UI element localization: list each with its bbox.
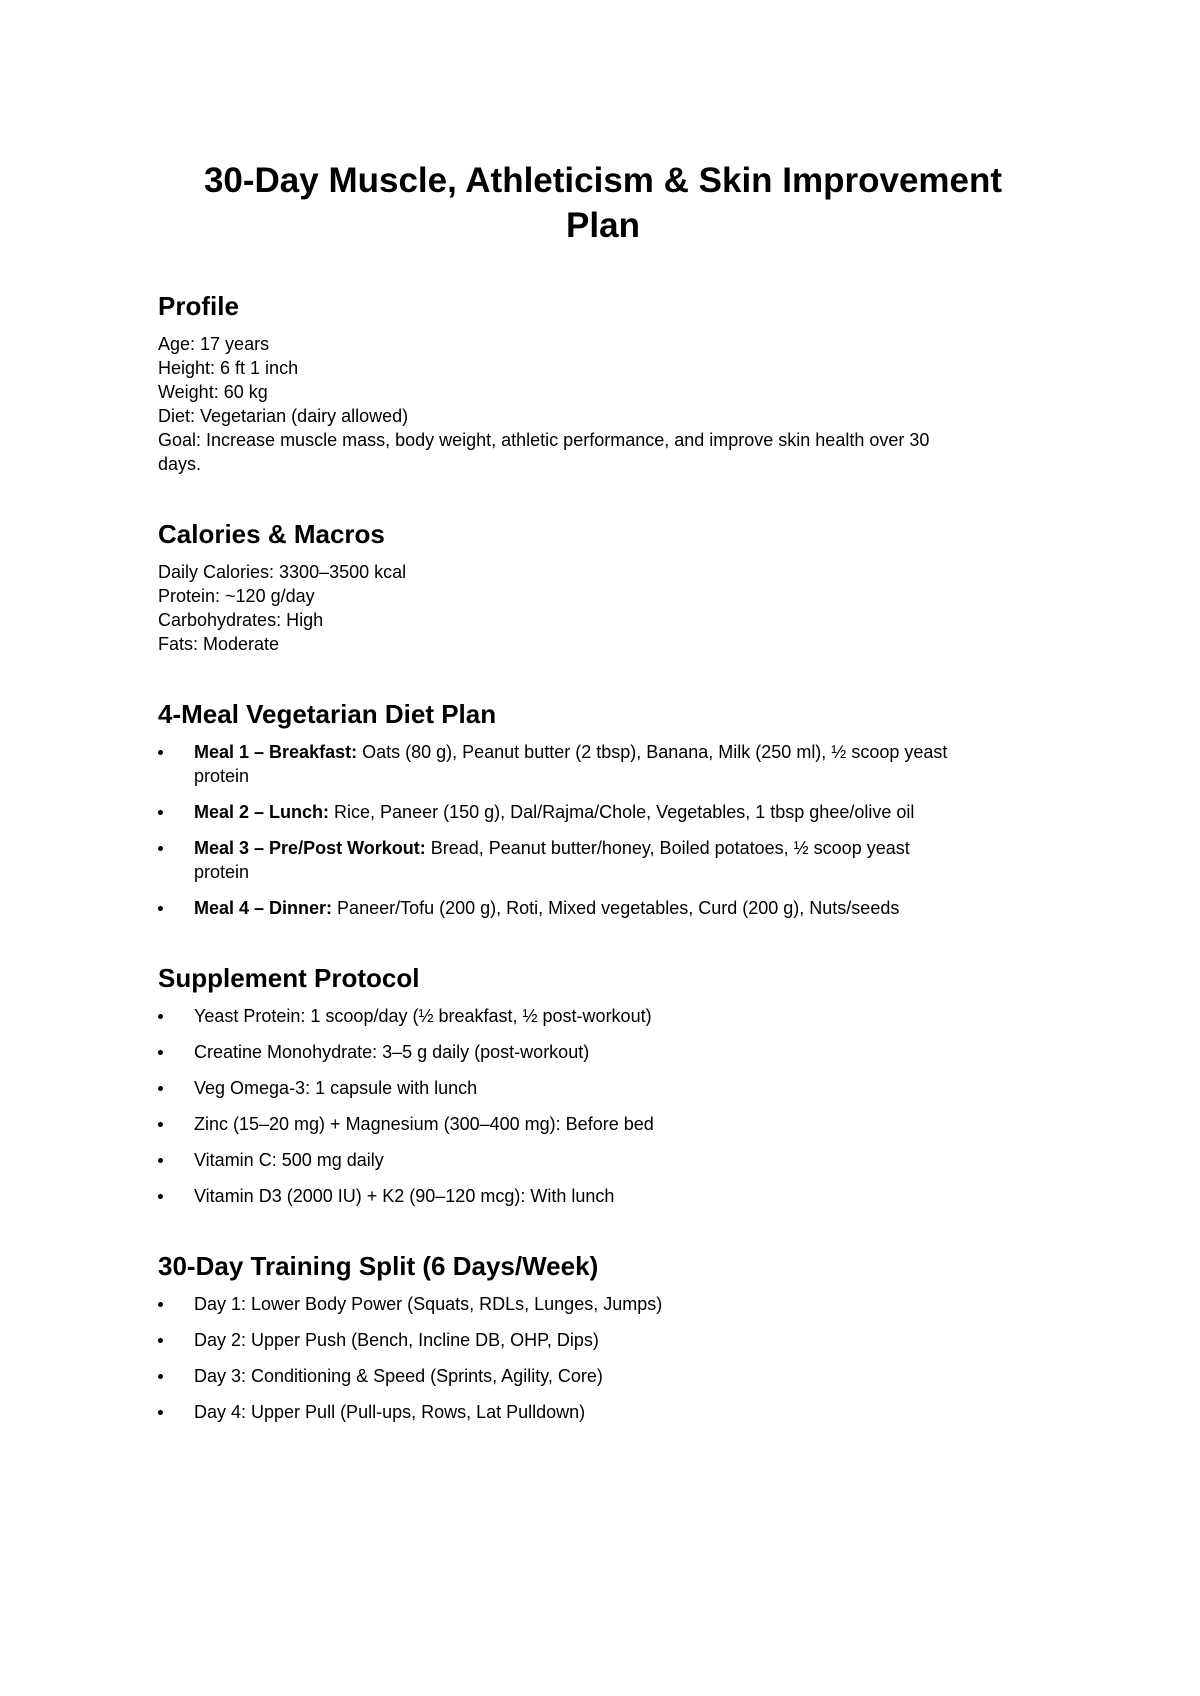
bullet-icon <box>158 906 163 911</box>
calories-carbs: Carbohydrates: High <box>158 610 324 630</box>
supplement-text: Zinc (15–20 mg) + Magnesium (300–400 mg): Before bed <box>194 1114 654 1134</box>
list-item <box>158 1184 1058 1208</box>
meal-text: Oats (80 g), Peanut butter (2 tbsp), Banana, Milk (250 ml), ½ scoop yeast <box>357 742 948 762</box>
supplement-text: Vitamin C: 500 mg daily <box>194 1150 384 1170</box>
list-item <box>158 1400 1058 1424</box>
bullet-icon <box>158 1050 163 1055</box>
supplement-text: Creatine Monohydrate: 3–5 g daily (post-workout) <box>194 1042 590 1062</box>
list-item <box>158 1040 1058 1064</box>
meal-label: Meal 2 – Lunch: <box>194 802 330 822</box>
bullet-icon <box>158 1302 163 1307</box>
profile-heading: Profile <box>158 291 239 321</box>
profile-age: Age: 17 years <box>158 334 270 354</box>
calories-heading: Calories & Macros <box>158 519 385 549</box>
training-heading: 30-Day Training Split (6 Days/Week) <box>158 1251 599 1281</box>
document-title <box>153 158 1053 248</box>
training-day-text: Day 2: Upper Push (Bench, Incline DB, OHP, Dips) <box>194 1330 599 1350</box>
bullet-icon <box>158 810 163 815</box>
training-list <box>158 1292 1058 1424</box>
list-item <box>158 1004 1058 1028</box>
meal-text-continued: protein <box>194 862 250 882</box>
profile-height: Height: 6 ft 1 inch <box>158 358 299 378</box>
list-item <box>158 1076 1058 1100</box>
meal-text: Rice, Paneer (150 g), Dal/Rajma/Chole, Vegetables, 1 tbsp ghee/olive oil <box>329 802 915 822</box>
diet-list <box>158 740 1058 920</box>
calories-daily: Daily Calories: 3300–3500 kcal <box>158 562 407 582</box>
bullet-icon <box>158 1374 163 1379</box>
profile-goal: Goal: Increase muscle mass, body weight, athletic performance, and improve skin health over 30 <box>158 430 930 450</box>
list-item <box>158 836 1058 884</box>
document-page <box>158 158 1058 1424</box>
bullet-icon <box>158 1014 163 1019</box>
diet-heading: 4-Meal Vegetarian Diet Plan <box>158 699 497 729</box>
list-item <box>158 1292 1058 1316</box>
meal-label: Meal 3 – Pre/Post Workout: <box>194 838 426 858</box>
bullet-icon <box>158 1086 163 1091</box>
supplement-text: Vitamin D3 (2000 IU) + K2 (90–120 mcg): With lunch <box>194 1186 615 1206</box>
calories-details <box>158 560 1058 656</box>
list-item <box>158 1364 1058 1388</box>
profile-details <box>158 332 1058 476</box>
supplements-list <box>158 1004 1058 1208</box>
bullet-icon <box>158 750 163 755</box>
bullet-icon <box>158 1122 163 1127</box>
profile-diet: Diet: Vegetarian (dairy allowed) <box>158 406 409 426</box>
meal-label: Meal 1 – Breakfast: <box>194 742 358 762</box>
profile-weight: Weight: 60 kg <box>158 382 268 402</box>
training-day-text: Day 1: Lower Body Power (Squats, RDLs, Lunges, Jumps) <box>194 1294 663 1314</box>
training-day-text: Day 3: Conditioning & Speed (Sprints, Agility, Core) <box>194 1366 603 1386</box>
list-item <box>158 800 1058 824</box>
calories-protein: Protein: ~120 g/day <box>158 586 315 606</box>
document-title-line1: 30-Day Muscle, Athleticism & Skin Improvement <box>203 161 1003 200</box>
list-item <box>158 896 1058 920</box>
meal-text-continued: protein <box>194 766 250 786</box>
list-item <box>158 1148 1058 1172</box>
bullet-icon <box>158 1410 163 1415</box>
supplements-heading: Supplement Protocol <box>158 963 420 993</box>
training-day-text: Day 4: Upper Pull (Pull-ups, Rows, Lat Pulldown) <box>194 1402 586 1422</box>
supplement-text: Veg Omega-3: 1 capsule with lunch <box>194 1078 478 1098</box>
list-item <box>158 1328 1058 1352</box>
supplement-text: Yeast Protein: 1 scoop/day (½ breakfast, ½ post-workout) <box>194 1006 652 1026</box>
list-item <box>158 740 1058 788</box>
bullet-icon <box>158 846 163 851</box>
meal-label: Meal 4 – Dinner: <box>194 898 333 918</box>
bullet-icon <box>158 1158 163 1163</box>
bullet-icon <box>158 1338 163 1343</box>
meal-text: Paneer/Tofu (200 g), Roti, Mixed vegetables, Curd (200 g), Nuts/seeds <box>332 898 900 918</box>
document-title-line2: Plan <box>566 206 640 245</box>
list-item <box>158 1112 1058 1136</box>
calories-fats: Fats: Moderate <box>158 634 280 654</box>
profile-goal-continued: days. <box>158 454 202 474</box>
bullet-icon <box>158 1194 163 1199</box>
meal-text: Bread, Peanut butter/honey, Boiled potatoes, ½ scoop yeast <box>425 838 910 858</box>
